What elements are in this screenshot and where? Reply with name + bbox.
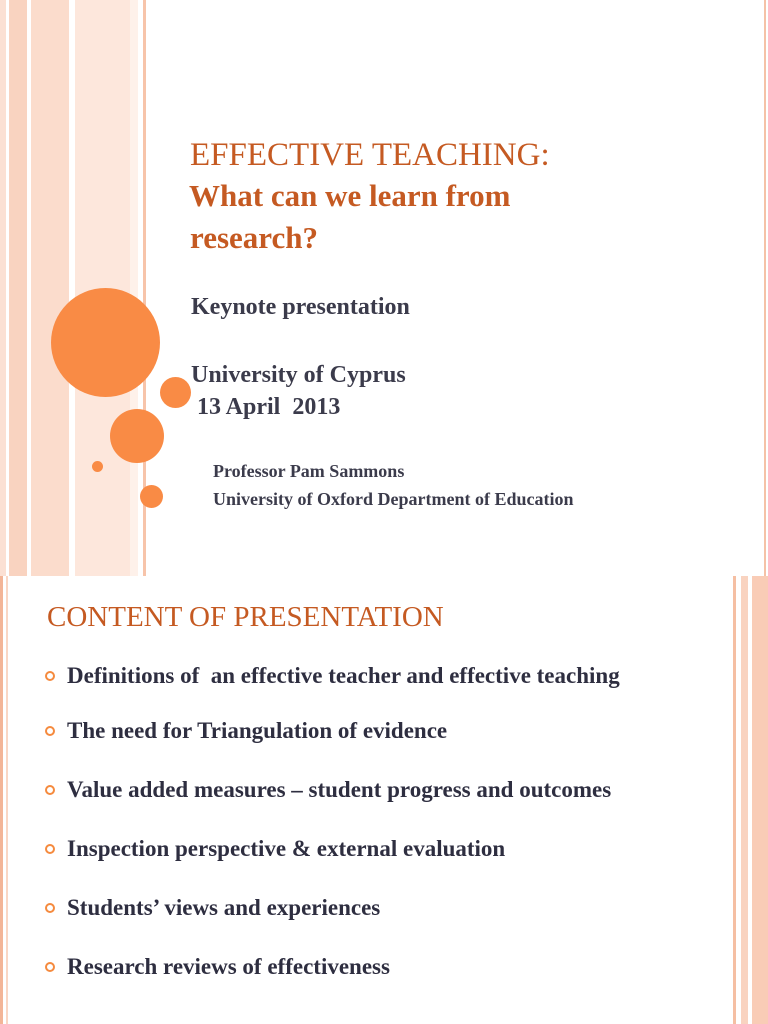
hollow-circle-bullet-icon [45,671,55,681]
venue-text: University of Cyprus [191,362,406,388]
bullet-item [44,894,724,921]
slide-title-line-1: EFFECTIVE TEACHING: [190,137,550,173]
decorative-stripe [0,576,3,1024]
slide-subtitle: Keynote presentation [191,294,410,320]
decorative-stripe [9,0,27,576]
content-slide [0,576,768,1024]
content-slide-title: CONTENT OF PRESENTATION [47,601,444,633]
decorative-circle [92,461,103,472]
decorative-circle [160,377,191,408]
bullet-item [44,953,724,980]
bullet-text: Inspection perspective & external evaluation [67,836,506,861]
bullet-text: Definitions of an effective teacher and effective teaching [67,663,620,688]
bullet-item [44,662,724,689]
hollow-circle-bullet-icon [45,785,55,795]
bullet-item [44,835,724,862]
bullet-text: Value added measures – student progress and outcomes [67,777,612,802]
hollow-circle-bullet-icon [45,903,55,913]
decorative-stripe [764,0,766,576]
hollow-circle-bullet-icon [45,962,55,972]
bullet-text: Students’ views and experiences [67,895,381,920]
decorative-stripe [31,0,69,576]
bullet-text: Research reviews of effectiveness [67,954,390,979]
bullet-list [44,662,724,980]
author-name: Professor Pam Sammons [213,461,405,481]
hollow-circle-bullet-icon [45,844,55,854]
decorative-circle [51,288,160,397]
bullet-item [44,717,724,744]
slide-title-line-2: What can we learn from [189,178,511,213]
decorative-circle [140,485,163,508]
decorative-stripe [741,576,748,1024]
decorative-circle [110,409,164,463]
hollow-circle-bullet-icon [45,726,55,736]
decorative-stripe [733,576,736,1024]
decorative-stripe [130,0,138,576]
bullet-item [44,776,724,803]
decorative-stripe [6,576,8,1024]
author-affiliation: University of Oxford Department of Education [213,489,574,509]
date-text: 13 April 2013 [191,394,341,420]
slide-title-line-3: research? [190,220,318,255]
decorative-stripe [752,576,768,1024]
bullet-text: The need for Triangulation of evidence [67,718,448,743]
